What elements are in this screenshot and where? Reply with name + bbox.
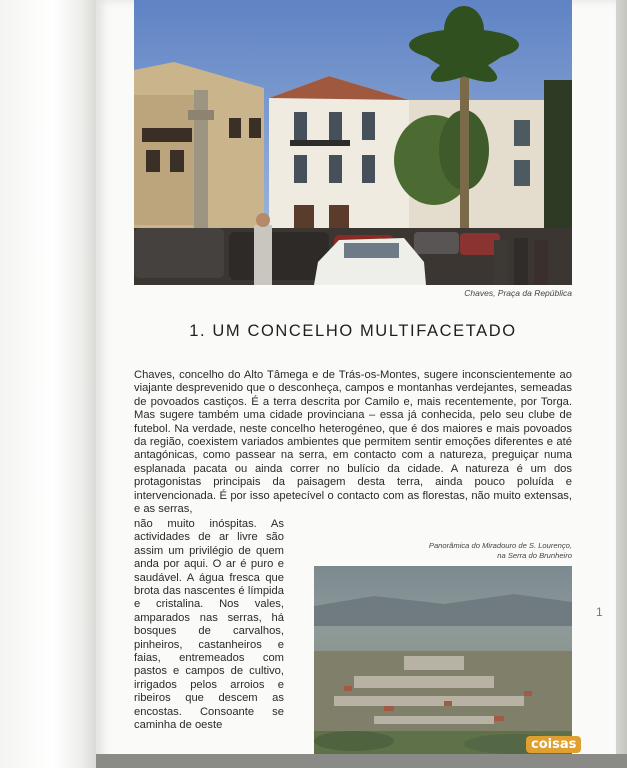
section-heading: 1. UM CONCELHO MULTIFACETADO: [189, 322, 517, 340]
photo-caption: Chaves, Praça da República: [464, 288, 572, 298]
photo-panorama: [314, 566, 572, 754]
body-paragraph-column: não muito inóspitas. As actividades de ar livre são assim um privilégio de quem anda por aqui. O ar é puro e saudável. A água fresca que brota das nascentes é límpida e cristalina. Nos vales, amparados nas serras, há bosques de carvalhos, pinheiros, castanheiros e faias, entremeados com pastos e campos de cultivo, irrigados pelos arroios e ribeiros que descem as encostas. Consoante se caminha de oeste: [134, 518, 284, 732]
watermark-logo: coisas: [526, 736, 581, 753]
book-spine: [0, 0, 96, 768]
page-edge: [616, 0, 627, 768]
photo-caption-panorama: [400, 541, 572, 561]
body-paragraph: Chaves, concelho do Alto Tâmega e de Trás-os-Montes, sugere inconscientemente ao viajante desprevenido que o desconheça, campos e montanhas verdejantes, semeadas de povoados castiços. É a terra descrita por Camilo e, mais recentemente, por Torga. Mas sugere também uma cidade provinciana – essa já conhecida, pelo seu clube de futebol. Na verdade, neste concelho heterogéneo, que é dos maiores e mais povoados da região, coexistem variados ambientes que permitem sentir emoções diferentes e até antagónicas, como passear na serra, em contacto com a natureza, preguiçar numa esplanada pacata ou ainda correr no bulício da cidade. A natureza é um dos protagonistas principais da paisagem desta terra, ainda pouco poluída e intervencionada. É por isso apetecível o contacto com as florestas, não muito extensas, e as serras,: [134, 369, 572, 516]
page-number: 1: [596, 605, 603, 619]
photo-praca-da-republica: [134, 0, 572, 285]
caption-line: na Serra do Brunheiro: [497, 551, 572, 560]
scan-bottom-band: [96, 754, 627, 768]
caption-line: Panorâmica do Miradouro de S. Lourenço,: [428, 541, 572, 550]
